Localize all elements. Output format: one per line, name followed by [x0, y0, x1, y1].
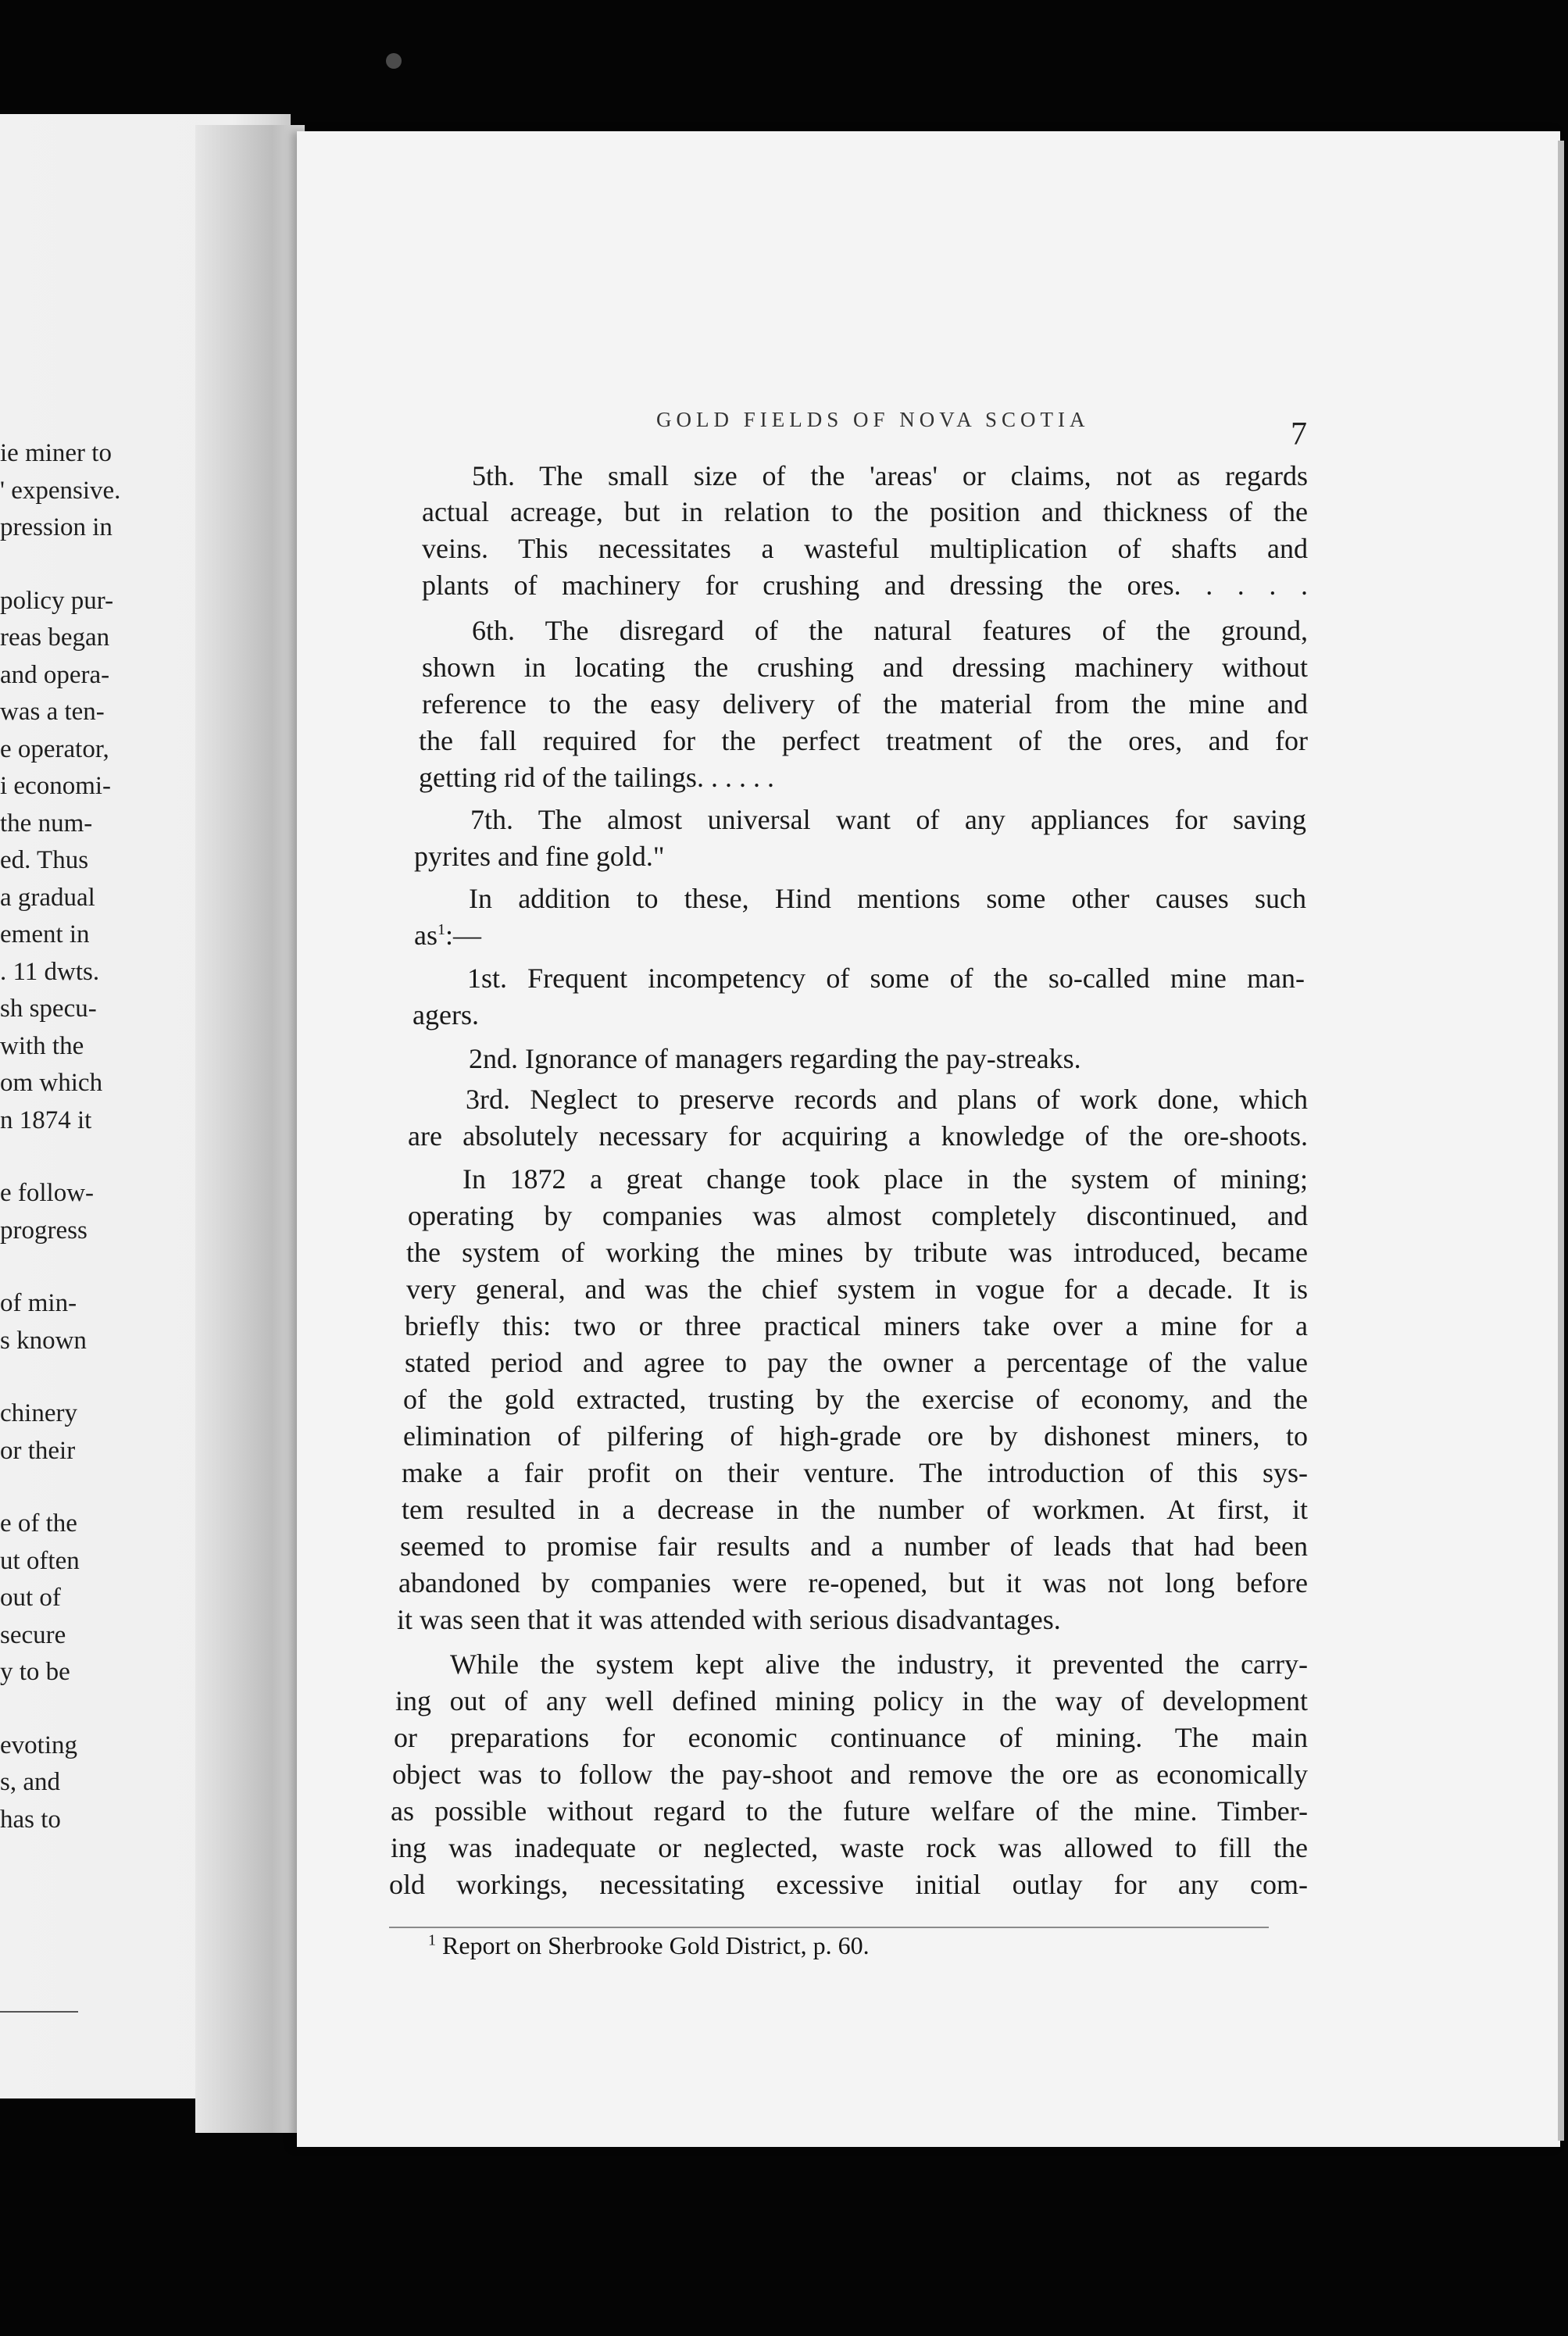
text-line	[395, 1684, 1308, 1718]
facing-page-fragment: and opera-	[0, 660, 110, 689]
text-line-content: 3rd. Neglect to preserve records and plans of work done, which	[466, 1084, 1308, 1115]
text-line-content: getting rid of the tailings. . . . . .	[419, 762, 774, 793]
text-line-content: elimination of pilfering of high-grade ore by dishonest miners, to	[403, 1420, 1308, 1452]
text-line-content: very general, and was the chief system in vogue for a decade. It is	[406, 1273, 1308, 1305]
text-line-content: reference to the easy delivery of the material from the mine and	[422, 688, 1308, 720]
facing-page-fragment: a gradual	[0, 883, 95, 912]
footnote-rule	[389, 1927, 1269, 1928]
text-line	[466, 1082, 1308, 1116]
facing-page-fragment: progress	[0, 1216, 88, 1245]
dust-speck	[386, 53, 402, 69]
text-line	[422, 650, 1308, 684]
text-line	[391, 1794, 1308, 1828]
running-head: GOLD FIELDS OF NOVA SCOTIA	[656, 408, 1090, 431]
text-line-content: ing was inadequate or neglected, waste rock was allowed to fill the	[391, 1832, 1308, 1863]
facing-page-fragment: or their	[0, 1436, 76, 1465]
text-line	[422, 495, 1308, 529]
text-line-content: abandoned by companies were re-opened, but it was not long before	[398, 1567, 1308, 1598]
text-line	[422, 687, 1308, 721]
facing-page-fragment: policy pur-	[0, 586, 114, 615]
text-line	[472, 459, 1308, 493]
footnote-marker: 1	[428, 1931, 436, 1949]
text-line	[467, 961, 1305, 995]
text-line-content: as	[414, 920, 438, 951]
text-line-content: it was seen that it was attended with serious disadvantages.	[397, 1604, 1061, 1635]
text-line	[472, 613, 1308, 648]
book-gutter	[195, 125, 305, 2133]
text-line-content: stated period and agree to pay the owner a percentage of the value	[405, 1347, 1308, 1378]
facing-page-fragment: ' expensive.	[0, 476, 121, 505]
text-line	[405, 1345, 1308, 1380]
as-suffix: :—	[445, 920, 482, 951]
text-line-content: briefly this: two or three practical miners take over a mine for a	[405, 1310, 1308, 1341]
text-line	[406, 1235, 1308, 1270]
text-line-content: 2nd. Ignorance of managers regarding the pay-streaks.	[469, 1043, 1081, 1074]
text-line-content: make a fair profit on their venture. The introduction of this sys-	[402, 1457, 1308, 1488]
page-number: 7	[1291, 416, 1307, 452]
text-line-content: are absolutely necessary for acquiring a knowledge of the ore-shoots.	[408, 1120, 1308, 1152]
text-line-content: 1st. Frequent incompetency of some of the so-called mine man-	[467, 963, 1305, 994]
text-line	[408, 1198, 1308, 1233]
text-line-content: 6th. The disregard of the natural features of the ground,	[472, 615, 1308, 646]
facing-page-fragment: s, and	[0, 1768, 60, 1796]
facing-page-fragment: sh specu-	[0, 995, 97, 1023]
text-line-content: old workings, necessitating excessive initial outlay for any com-	[389, 1869, 1308, 1900]
text-line	[469, 881, 1306, 916]
text-line	[469, 1041, 1081, 1076]
text-line	[422, 531, 1308, 566]
facing-page-fragment: the num-	[0, 809, 93, 838]
facing-page-fragment: secure	[0, 1620, 66, 1649]
text-line	[408, 1119, 1308, 1153]
text-line-content: agers.	[413, 999, 479, 1030]
text-line	[419, 760, 774, 795]
text-line-content: the fall required for the perfect treatment of the ores, and for	[419, 725, 1308, 756]
text-line	[405, 1309, 1308, 1343]
facing-page-fragment: of min-	[0, 1289, 77, 1317]
facing-page-footnote-rule	[0, 2011, 78, 2013]
text-line-content: object was to follow the pay-shoot and remove the ore as economically	[392, 1759, 1308, 1790]
text-line	[394, 1720, 1308, 1755]
facing-page-fragment: reas began	[0, 623, 110, 652]
text-line-content: operating by companies was almost completely discontinued, and	[408, 1200, 1308, 1231]
text-line-content: pyrites and fine gold."	[414, 841, 665, 872]
text-line	[450, 1647, 1308, 1681]
facing-page-fragment: out of	[0, 1584, 61, 1612]
text-line	[400, 1529, 1308, 1563]
facing-page-fragment: s known	[0, 1326, 87, 1355]
facing-page-fragment: was a ten-	[0, 698, 105, 726]
facing-page-fragment: n 1874 it	[0, 1105, 92, 1134]
text-line	[402, 1492, 1308, 1527]
text-line-content: shown in locating the crushing and dressing machinery without	[422, 652, 1308, 683]
footnote	[428, 1930, 870, 1961]
text-line-content: or preparations for economic continuance of mining. The main	[394, 1722, 1308, 1753]
text-line-content: In addition to these, Hind mentions some other causes such	[469, 883, 1306, 914]
footnote-text: Report on Sherbrooke Gold District, p. 60.	[442, 1931, 870, 1959]
text-line	[414, 839, 665, 873]
text-line-content: as possible without regard to the future welfare of the mine. Timber-	[391, 1795, 1308, 1827]
facing-page-fragment: y to be	[0, 1658, 70, 1686]
text-line-content: 7th. The almost universal want of any appliances for saving	[470, 804, 1306, 835]
text-line	[397, 1602, 1061, 1637]
facing-page-fragment: ed. Thus	[0, 846, 89, 874]
text-line	[413, 998, 479, 1032]
text-line-content: of the gold extracted, trusting by the exercise of economy, and the	[403, 1384, 1308, 1415]
text-line-content: In 1872 a great change took place in the system of mining;	[463, 1163, 1308, 1195]
facing-page-fragment: ement in	[0, 920, 90, 948]
facing-page-fragment: has to	[0, 1805, 61, 1834]
text-line	[419, 723, 1308, 758]
text-line	[414, 918, 481, 952]
footnote-reference: 1	[438, 921, 445, 938]
text-line	[389, 1867, 1308, 1902]
facing-page-fragment: evoting	[0, 1731, 77, 1759]
facing-page-fragment: e operator,	[0, 734, 109, 763]
text-line-content: plants of machinery for crushing and dressing the ores. . . . .	[422, 570, 1308, 601]
text-line-content: While the system kept alive the industry, it prevented the carry-	[450, 1648, 1308, 1680]
facing-page-fragment: pression in	[0, 513, 113, 541]
text-line-content: seemed to promise fair results and a number of leads that had been	[400, 1531, 1308, 1562]
facing-page-fragment: . 11 dwts.	[0, 957, 100, 986]
page-edge	[1558, 141, 1564, 2141]
facing-page-fragment: e of the	[0, 1509, 77, 1538]
text-line-content: the system of working the mines by tribute was introduced, became	[406, 1237, 1308, 1268]
facing-page-fragment: chinery	[0, 1399, 77, 1427]
facing-page-fragment: e follow-	[0, 1179, 95, 1207]
text-line-content: tem resulted in a decrease in the number of workmen. At first, it	[402, 1494, 1308, 1525]
text-line	[463, 1162, 1308, 1196]
text-line	[403, 1419, 1308, 1453]
text-line-content: actual acreage, but in relation to the position and thickness of the	[422, 496, 1308, 527]
facing-page-fragment: i economi-	[0, 772, 112, 800]
text-line	[391, 1831, 1308, 1865]
text-line	[470, 802, 1306, 837]
text-line	[406, 1272, 1308, 1306]
text-line	[402, 1456, 1308, 1490]
text-line	[392, 1757, 1308, 1791]
text-line-content: 5th. The small size of the 'areas' or claims, not as regards	[472, 460, 1308, 491]
facing-page-fragment: om which	[0, 1069, 103, 1097]
facing-page-fragment: with the	[0, 1031, 84, 1060]
facing-page-fragment: ie miner to	[0, 439, 112, 467]
text-line	[422, 568, 1308, 602]
facing-page-fragment: ut often	[0, 1546, 80, 1575]
text-line-content: veins. This necessitates a wasteful multiplication of shafts and	[422, 533, 1308, 564]
text-line	[398, 1566, 1308, 1600]
text-line-content: ing out of any well defined mining policy in the way of development	[395, 1685, 1308, 1716]
text-line	[403, 1382, 1308, 1416]
